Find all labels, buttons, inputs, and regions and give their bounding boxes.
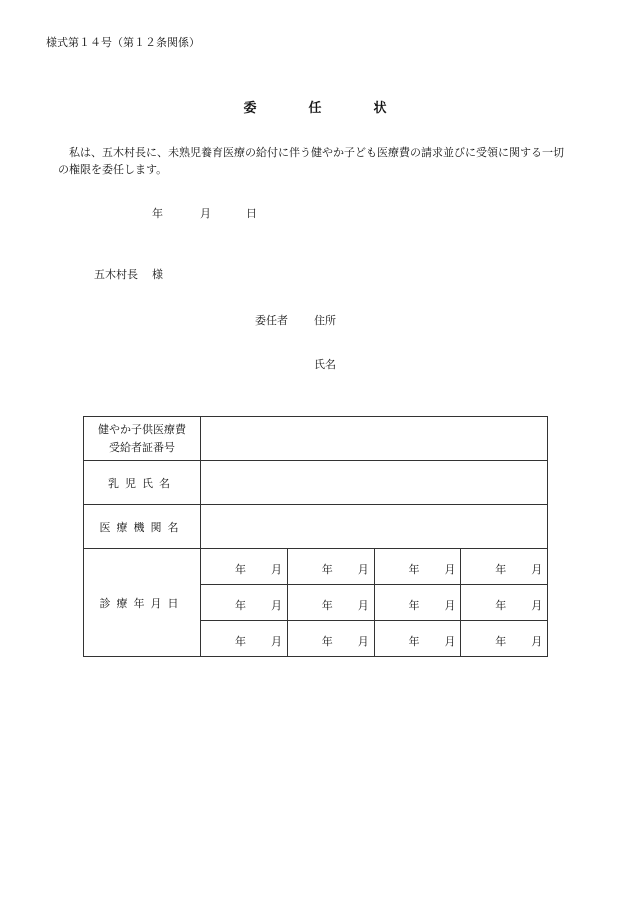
year-unit: 年	[321, 635, 333, 648]
year-unit: 年	[495, 635, 507, 648]
year-unit: 年	[495, 599, 507, 612]
month-unit: 月	[444, 635, 456, 648]
cert-label-line2: 受給者証番号	[109, 440, 175, 454]
institution-label-text: 医療機関名	[99, 520, 185, 534]
visit-date-cell[interactable]	[374, 585, 461, 621]
visit-date-cell[interactable]	[287, 621, 374, 657]
table-row	[84, 417, 548, 461]
visit-date-label-text: 診療年月日	[99, 596, 185, 610]
cert-number-field[interactable]	[201, 417, 548, 461]
month-unit: 月	[357, 599, 369, 612]
year-unit: 年	[321, 599, 333, 612]
recipient-honorific: 様	[152, 268, 163, 281]
visit-date-cell[interactable]	[201, 585, 288, 621]
visit-date-cell[interactable]	[201, 549, 288, 585]
visit-date-cell[interactable]	[461, 621, 548, 657]
infant-name-label-text: 乳児氏名	[108, 476, 176, 490]
recipient	[94, 266, 163, 282]
year-unit: 年	[408, 635, 420, 648]
infant-name-label	[84, 461, 201, 505]
visit-date-cell[interactable]	[287, 585, 374, 621]
month-unit: 月	[271, 563, 282, 576]
delegator-label: 委任者	[255, 314, 288, 327]
year-unit: 年	[235, 599, 246, 612]
month-unit: 月	[357, 635, 369, 648]
year-unit: 年	[495, 563, 507, 576]
month-unit: 月	[357, 563, 369, 576]
table-row	[84, 505, 548, 549]
institution-field[interactable]	[201, 505, 548, 549]
title-char: 状	[373, 101, 387, 116]
address-label: 住所	[314, 314, 336, 327]
infant-name-field[interactable]	[201, 461, 548, 505]
month-unit: 月	[271, 635, 282, 648]
month-unit: 月	[444, 563, 456, 576]
title-char: 任	[308, 101, 322, 116]
cert-number-label	[84, 417, 201, 461]
cert-label-line1: 健やか子供医療費	[98, 422, 186, 436]
month-unit: 月	[531, 635, 543, 648]
month-unit: 月	[531, 599, 543, 612]
title-char: 委	[243, 101, 257, 116]
date-day-label: 日	[246, 207, 257, 220]
visit-date-label	[84, 549, 201, 657]
year-unit: 年	[321, 563, 333, 576]
document-title	[0, 97, 630, 116]
year-unit: 年	[235, 563, 246, 576]
name-label: 氏名	[314, 358, 336, 371]
month-unit: 月	[531, 563, 543, 576]
table-row	[84, 461, 548, 505]
visit-date-cell[interactable]	[287, 549, 374, 585]
visit-date-cell[interactable]	[201, 621, 288, 657]
institution-label	[84, 505, 201, 549]
visit-date-cell[interactable]	[374, 621, 461, 657]
year-unit: 年	[408, 599, 420, 612]
year-unit: 年	[408, 563, 420, 576]
date-year-label: 年	[152, 207, 163, 220]
info-table	[83, 416, 548, 657]
visit-date-cell[interactable]	[374, 549, 461, 585]
table-row	[84, 549, 548, 585]
form-number: 様式第１４号（第１２条関係）	[46, 36, 200, 49]
date-month-label: 月	[200, 207, 211, 220]
month-unit: 月	[444, 599, 456, 612]
visit-date-cell[interactable]	[461, 585, 548, 621]
month-unit: 月	[271, 599, 282, 612]
year-unit: 年	[235, 635, 246, 648]
visit-date-cell[interactable]	[461, 549, 548, 585]
delegation-statement: 私は、五木村長に、未熟児養育医療の給付に伴う健やか子ども医療費の請求並びに受領に関する一切の権限を委任します。	[58, 146, 564, 176]
recipient-name: 五木村長	[94, 268, 138, 281]
